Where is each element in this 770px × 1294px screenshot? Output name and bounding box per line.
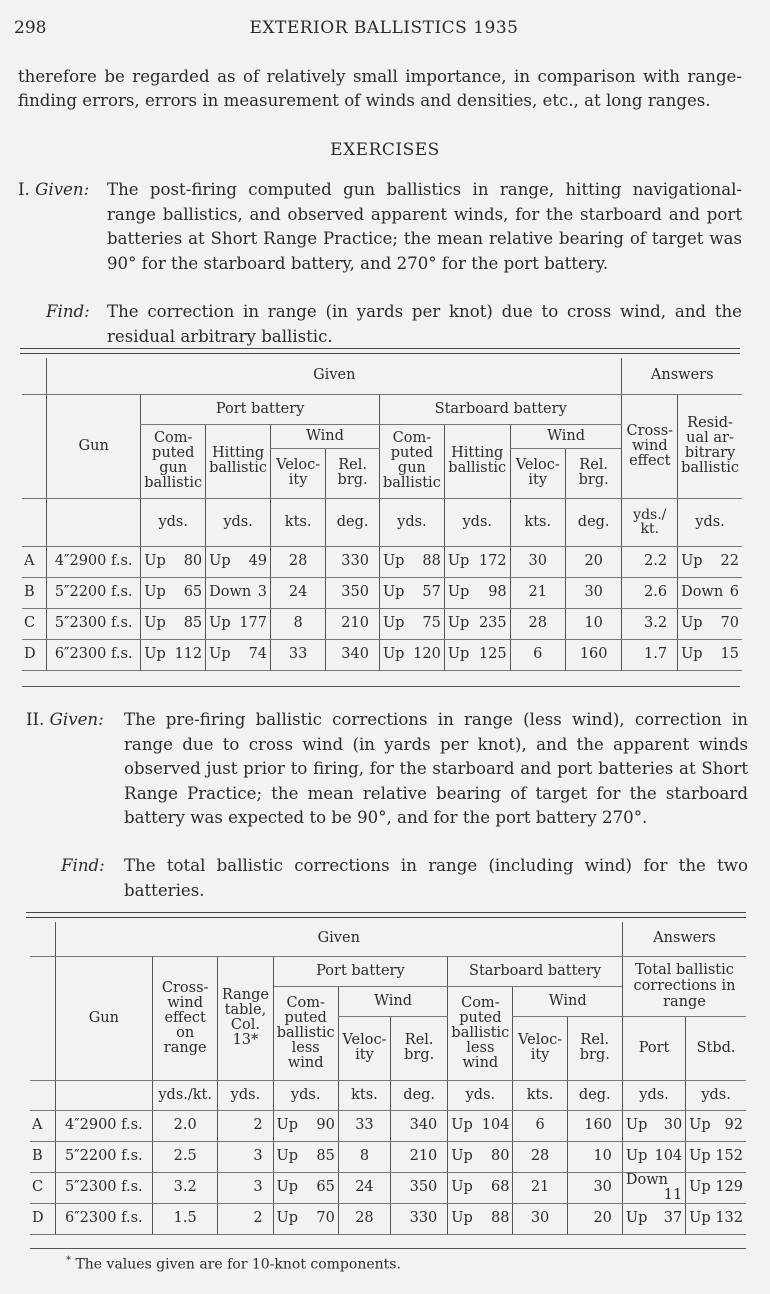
group-given: Given — [55, 922, 622, 956]
stbd-rel-brg-cell: 160 — [567, 1110, 622, 1141]
value: 3 — [257, 584, 268, 600]
value: 70 — [316, 1210, 335, 1226]
unit: yds. — [273, 1080, 338, 1110]
cross-wind-cell: 1.5 — [153, 1203, 218, 1234]
stbd-rel-brg-cell: 20 — [565, 546, 622, 577]
stbd-rel-brg-cell: 30 — [565, 577, 622, 608]
exercise-1-given-label — [18, 178, 89, 202]
exercise-1-find-text: The correction in range (in yards per knot) due to cross wind, and the residual arbitrary ballistic. — [107, 302, 742, 346]
footnote-mark: * — [66, 1255, 71, 1266]
value: 15 — [720, 646, 739, 662]
intro-paragraph: therefore be regarded as of relatively small importance, in comparison with range-finding errors, errors in measurement of winds and densities, etc., at long ranges. — [18, 67, 742, 110]
port-velocity-header: Veloc- ity — [271, 448, 326, 498]
port-computed-cell — [273, 1141, 338, 1172]
answer-stbd-cell — [686, 1203, 746, 1234]
unit: kts. — [510, 498, 565, 546]
direction: Up — [382, 584, 405, 600]
stbd-computed-cell — [379, 639, 444, 670]
row-id: A — [30, 1110, 55, 1141]
port-rel-brg-header: Rel. brg. — [326, 448, 380, 498]
table-1-top-rule — [20, 348, 740, 354]
value: 22 — [720, 553, 739, 569]
table-row — [22, 639, 742, 670]
direction: Up — [144, 615, 166, 631]
value: 98 — [488, 584, 507, 600]
stbd-rel-brg-cell: 160 — [565, 639, 622, 670]
direction: Up — [689, 1117, 711, 1133]
answer-stbd-cell — [686, 1141, 746, 1172]
value: 125 — [478, 646, 507, 662]
stbd-velocity-cell: 28 — [513, 1141, 567, 1172]
footnote — [66, 1255, 401, 1273]
value: 68 — [490, 1179, 510, 1195]
port-rel-brg-cell: 340 — [391, 1110, 448, 1141]
direction: Up — [144, 646, 166, 662]
value: 90 — [316, 1117, 335, 1133]
stbd-computed-gun-ballistic-header: Com- puted gun ballistic — [379, 424, 444, 498]
value: 74 — [248, 646, 268, 662]
port-velocity-cell: 28 — [338, 1203, 390, 1234]
range-table-cell: 3 — [218, 1141, 273, 1172]
port-computed-cell — [141, 608, 206, 639]
port-rel-brg-cell: 210 — [391, 1141, 448, 1172]
value: 104 — [654, 1148, 683, 1164]
exercise-2-find-label — [61, 854, 105, 878]
direction: Up — [451, 1117, 473, 1133]
value: 57 — [422, 584, 441, 600]
direction: Up — [276, 1210, 299, 1226]
unit: kts. — [271, 498, 326, 546]
direction: Up — [276, 1148, 299, 1164]
exercise-1-find-label — [46, 300, 90, 324]
units-row — [30, 1080, 746, 1110]
direction: Up — [689, 1210, 711, 1226]
value: 92 — [724, 1117, 743, 1133]
residual-cell — [678, 577, 742, 608]
direction: Up — [276, 1179, 299, 1195]
stbd-computed-cell — [448, 1203, 513, 1234]
port-computed-gun-ballistic-header: Com- puted gun ballistic — [141, 424, 206, 498]
stbd-computed-ballistic-header: Com- puted ballistic less wind — [448, 986, 513, 1080]
port-hitting-ballistic-header: Hitting ballistic — [206, 424, 271, 498]
range-table-cell: 3 — [218, 1172, 273, 1203]
group-answers: Answers — [622, 922, 746, 956]
stbd-velocity-cell: 6 — [513, 1110, 567, 1141]
value: 172 — [478, 553, 507, 569]
stbd-wind-header: Wind — [510, 424, 622, 448]
value: 235 — [478, 615, 507, 631]
stbd-velocity-cell: 6 — [510, 639, 565, 670]
table-row — [30, 1141, 746, 1172]
direction: Up — [447, 584, 470, 600]
exercise-2-given-text: The pre-firing ballistic corrections in range (less wind), correction in range due to cross wind (in yards per knot), and the apparent winds observed just prior to firing, for the starboard and port batteries at Short Range Practice; the mean relative bearing of target for the starboard battery was expected to be 90°, and for the port battery 270°. — [124, 710, 748, 828]
starboard-battery-header: Starboard battery — [448, 956, 623, 986]
col-gun: Gun — [47, 394, 141, 498]
port-battery-header: Port battery — [141, 394, 380, 424]
direction: Up — [382, 615, 405, 631]
stbd-velocity-cell: 21 — [513, 1172, 567, 1203]
unit: deg. — [567, 1080, 622, 1110]
range-table-cell: 2 — [218, 1110, 273, 1141]
port-velocity-cell: 24 — [338, 1172, 390, 1203]
find-label: Find: — [61, 856, 105, 875]
direction: Up — [276, 1117, 299, 1133]
unit: kts. — [513, 1080, 567, 1110]
table-1-bottom-rule — [22, 686, 740, 687]
gun-cell: 5″2300 f.s. — [55, 1172, 152, 1203]
group-answers: Answers — [622, 358, 742, 394]
cross-wind-cell: 3.2 — [622, 608, 678, 639]
stbd-rel-brg-cell: 30 — [567, 1172, 622, 1203]
stbd-computed-cell — [379, 546, 444, 577]
exercise-1-table — [22, 358, 742, 671]
stbd-velocity-cell: 21 — [510, 577, 565, 608]
port-rel-brg-cell: 350 — [326, 577, 380, 608]
value: 177 — [239, 615, 268, 631]
port-computed-cell — [141, 546, 206, 577]
value: 88 — [422, 553, 441, 569]
direction: Up — [681, 615, 703, 631]
value: 49 — [248, 553, 268, 569]
cross-wind-effect-header: Cross- wind effect — [622, 394, 678, 498]
unit: yds. — [448, 1080, 513, 1110]
direction: Up — [144, 553, 166, 569]
stbd-velocity-cell: 30 — [510, 546, 565, 577]
stbd-velocity-cell: 30 — [513, 1203, 567, 1234]
table-row — [30, 1110, 746, 1141]
residual-cell — [678, 639, 742, 670]
stbd-rel-brg-cell: 10 — [565, 608, 622, 639]
stbd-velocity-header: Veloc- ity — [513, 1016, 567, 1080]
direction: Up — [447, 646, 470, 662]
unit: yds. — [678, 498, 742, 546]
stbd-rel-brg-cell: 10 — [567, 1141, 622, 1172]
value: 88 — [490, 1210, 510, 1226]
value: 85 — [316, 1148, 335, 1164]
section-title: EXERCISES — [330, 140, 440, 160]
port-velocity-cell: 33 — [338, 1110, 390, 1141]
table-2-bottom-rule — [30, 1248, 746, 1249]
stbd-computed-cell — [379, 608, 444, 639]
direction: Up — [681, 553, 703, 569]
stbd-computed-cell — [448, 1110, 513, 1141]
direction: Up — [625, 1117, 648, 1133]
cross-wind-cell: 2.2 — [622, 546, 678, 577]
row-id: B — [22, 577, 47, 608]
value: 80 — [183, 553, 203, 569]
port-hitting-cell — [206, 577, 271, 608]
port-rel-brg-cell: 330 — [391, 1203, 448, 1234]
residual-ballistic-header: Resid- ual ar- bitrary ballistic — [678, 394, 742, 498]
direction: Up — [689, 1179, 711, 1195]
gun-cell: 4″2900 f.s. — [47, 546, 141, 577]
port-computed-cell — [273, 1203, 338, 1234]
port-rel-brg-cell: 210 — [326, 608, 380, 639]
stbd-computed-cell — [448, 1172, 513, 1203]
find-label: Find: — [46, 302, 90, 321]
direction: Up — [625, 1210, 648, 1226]
direction: Up — [209, 615, 231, 631]
answer-port-cell — [622, 1141, 685, 1172]
port-battery-header: Port battery — [273, 956, 448, 986]
port-hitting-cell — [206, 546, 271, 577]
port-velocity-cell: 8 — [338, 1141, 390, 1172]
direction: Down — [625, 1171, 669, 1188]
answer-port-cell — [622, 1203, 685, 1234]
stbd-computed-cell — [379, 577, 444, 608]
port-hitting-cell — [206, 608, 271, 639]
units-row — [22, 498, 742, 546]
direction: Up — [451, 1210, 473, 1226]
gun-cell: 5″2300 f.s. — [47, 608, 141, 639]
port-rel-brg-cell: 330 — [326, 546, 380, 577]
footnote-text: The values given are for 10-knot components. — [75, 1256, 401, 1273]
port-velocity-cell: 28 — [271, 546, 326, 577]
exercise-2-given-label — [26, 708, 104, 732]
value: 152 — [715, 1148, 743, 1164]
stbd-hitting-cell — [444, 639, 510, 670]
stbd-hitting-cell — [444, 577, 510, 608]
port-velocity-cell: 24 — [271, 577, 326, 608]
unit: yds./ kt. — [622, 498, 678, 546]
range-table-header: Range table, Col. 13* — [218, 956, 273, 1080]
value: 132 — [715, 1210, 743, 1226]
answer-port-header: Port — [622, 1016, 685, 1080]
cross-wind-effect-header: Cross- wind effect on range — [153, 956, 218, 1080]
direction: Up — [209, 553, 231, 569]
row-id: A — [22, 546, 47, 577]
port-computed-cell — [141, 639, 206, 670]
range-table-cell: 2 — [218, 1203, 273, 1234]
unit: kts. — [338, 1080, 390, 1110]
port-wind-header: Wind — [338, 986, 447, 1016]
row-id: B — [30, 1141, 55, 1172]
direction: Up — [625, 1148, 648, 1164]
group-given: Given — [47, 358, 622, 394]
direction: Down — [209, 584, 252, 600]
unit: yds. — [622, 1080, 685, 1110]
stbd-hitting-ballistic-header: Hitting ballistic — [444, 424, 510, 498]
table-row — [30, 1203, 746, 1234]
direction: Up — [689, 1148, 711, 1164]
unit: yds. — [206, 498, 271, 546]
direction: Up — [447, 553, 470, 569]
row-id: D — [22, 639, 47, 670]
unit: deg. — [391, 1080, 448, 1110]
exercise-2-table — [30, 922, 746, 1235]
value: 112 — [174, 646, 203, 662]
value: 65 — [316, 1179, 335, 1195]
gun-cell: 6″2300 f.s. — [55, 1203, 152, 1234]
value: 11 — [663, 1186, 683, 1203]
corner-cell — [22, 358, 47, 394]
unit: yds. — [218, 1080, 273, 1110]
col-gun: Gun — [55, 956, 152, 1080]
running-title: EXTERIOR BALLISTICS 1935 — [249, 18, 519, 38]
unit: deg. — [326, 498, 380, 546]
port-velocity-cell: 33 — [271, 639, 326, 670]
table-row — [22, 546, 742, 577]
residual-cell — [678, 608, 742, 639]
exercise-2-find-text: The total ballistic corrections in range (including wind) for the two batteries. — [124, 856, 748, 900]
value: 85 — [183, 615, 203, 631]
port-rel-brg-cell: 340 — [326, 639, 380, 670]
port-hitting-cell — [206, 639, 271, 670]
direction: Up — [447, 615, 470, 631]
table-row — [22, 577, 742, 608]
unit: yds. — [141, 498, 206, 546]
value: 37 — [663, 1210, 683, 1226]
unit: yds. — [444, 498, 510, 546]
answer-stbd-cell — [686, 1172, 746, 1203]
residual-cell — [678, 546, 742, 577]
port-velocity-cell: 8 — [271, 608, 326, 639]
stbd-rel-brg-header: Rel. brg. — [565, 448, 622, 498]
exercise-1-given-text: The post-firing computed gun ballistics in range, hitting navigational-range ballistics, and observed apparent winds, for the starboard and port batteries at Short Range Practice; the mean relative bearing of target was 90° for the starboard battery, and 270° for the port battery. — [107, 180, 742, 273]
answer-stbd-header: Stbd. — [686, 1016, 746, 1080]
direction: Up — [451, 1148, 473, 1164]
stbd-hitting-cell — [444, 608, 510, 639]
cross-wind-cell: 3.2 — [153, 1172, 218, 1203]
stbd-rel-brg-cell: 20 — [567, 1203, 622, 1234]
value: 65 — [183, 584, 203, 600]
answer-port-cell — [622, 1172, 685, 1203]
value: 75 — [422, 615, 441, 631]
port-computed-cell — [141, 577, 206, 608]
cross-wind-cell: 2.5 — [153, 1141, 218, 1172]
table-2-top-rule — [26, 912, 746, 918]
row-id: D — [30, 1203, 55, 1234]
unit: yds./kt. — [153, 1080, 218, 1110]
cross-wind-cell: 1.7 — [622, 639, 678, 670]
gun-cell: 6″2300 f.s. — [47, 639, 141, 670]
answer-stbd-cell — [686, 1110, 746, 1141]
table-row — [30, 1172, 746, 1203]
direction: Up — [144, 584, 166, 600]
port-computed-ballistic-header: Com- puted ballistic less wind — [273, 986, 338, 1080]
starboard-battery-header: Starboard battery — [379, 394, 622, 424]
stbd-wind-header: Wind — [513, 986, 622, 1016]
value: 104 — [481, 1117, 510, 1133]
stbd-velocity-cell: 28 — [510, 608, 565, 639]
value: 30 — [663, 1117, 683, 1133]
gun-cell: 5″2200 f.s. — [55, 1141, 152, 1172]
stbd-rel-brg-header: Rel. brg. — [567, 1016, 622, 1080]
cross-wind-cell: 2.0 — [153, 1110, 218, 1141]
page-header — [14, 18, 754, 42]
value: 70 — [720, 615, 739, 631]
stbd-hitting-cell — [444, 546, 510, 577]
value: 120 — [413, 646, 441, 662]
direction: Up — [451, 1179, 473, 1195]
direction: Up — [209, 646, 231, 662]
table-row — [22, 608, 742, 639]
given-label: Given: — [35, 180, 90, 199]
gun-cell: 5″2200 f.s. — [47, 577, 141, 608]
stbd-computed-cell — [448, 1141, 513, 1172]
port-computed-cell — [273, 1172, 338, 1203]
exercise-2-number: II. — [26, 710, 45, 729]
direction: Up — [382, 553, 405, 569]
given-label: Given: — [49, 710, 104, 729]
value: 129 — [715, 1179, 743, 1195]
direction: Up — [681, 646, 703, 662]
port-rel-brg-header: Rel. brg. — [391, 1016, 448, 1080]
row-id: C — [22, 608, 47, 639]
port-computed-cell — [273, 1110, 338, 1141]
unit: yds. — [686, 1080, 746, 1110]
cross-wind-cell: 2.6 — [622, 577, 678, 608]
page-number: 298 — [14, 18, 47, 38]
unit: deg. — [565, 498, 622, 546]
row-id: C — [30, 1172, 55, 1203]
gun-cell: 4″2900 f.s. — [55, 1110, 152, 1141]
direction: Up — [382, 646, 405, 662]
direction: Down — [681, 584, 724, 600]
value: 6 — [729, 584, 739, 600]
exercise-1-number: I. — [18, 180, 30, 199]
value: 80 — [490, 1148, 510, 1164]
stbd-velocity-header: Veloc- ity — [510, 448, 565, 498]
unit: yds. — [379, 498, 444, 546]
total-corrections-header: Total ballistic corrections in range — [622, 956, 746, 1016]
answer-port-cell — [622, 1110, 685, 1141]
port-rel-brg-cell: 350 — [391, 1172, 448, 1203]
port-wind-header: Wind — [271, 424, 380, 448]
port-velocity-header: Veloc- ity — [338, 1016, 390, 1080]
